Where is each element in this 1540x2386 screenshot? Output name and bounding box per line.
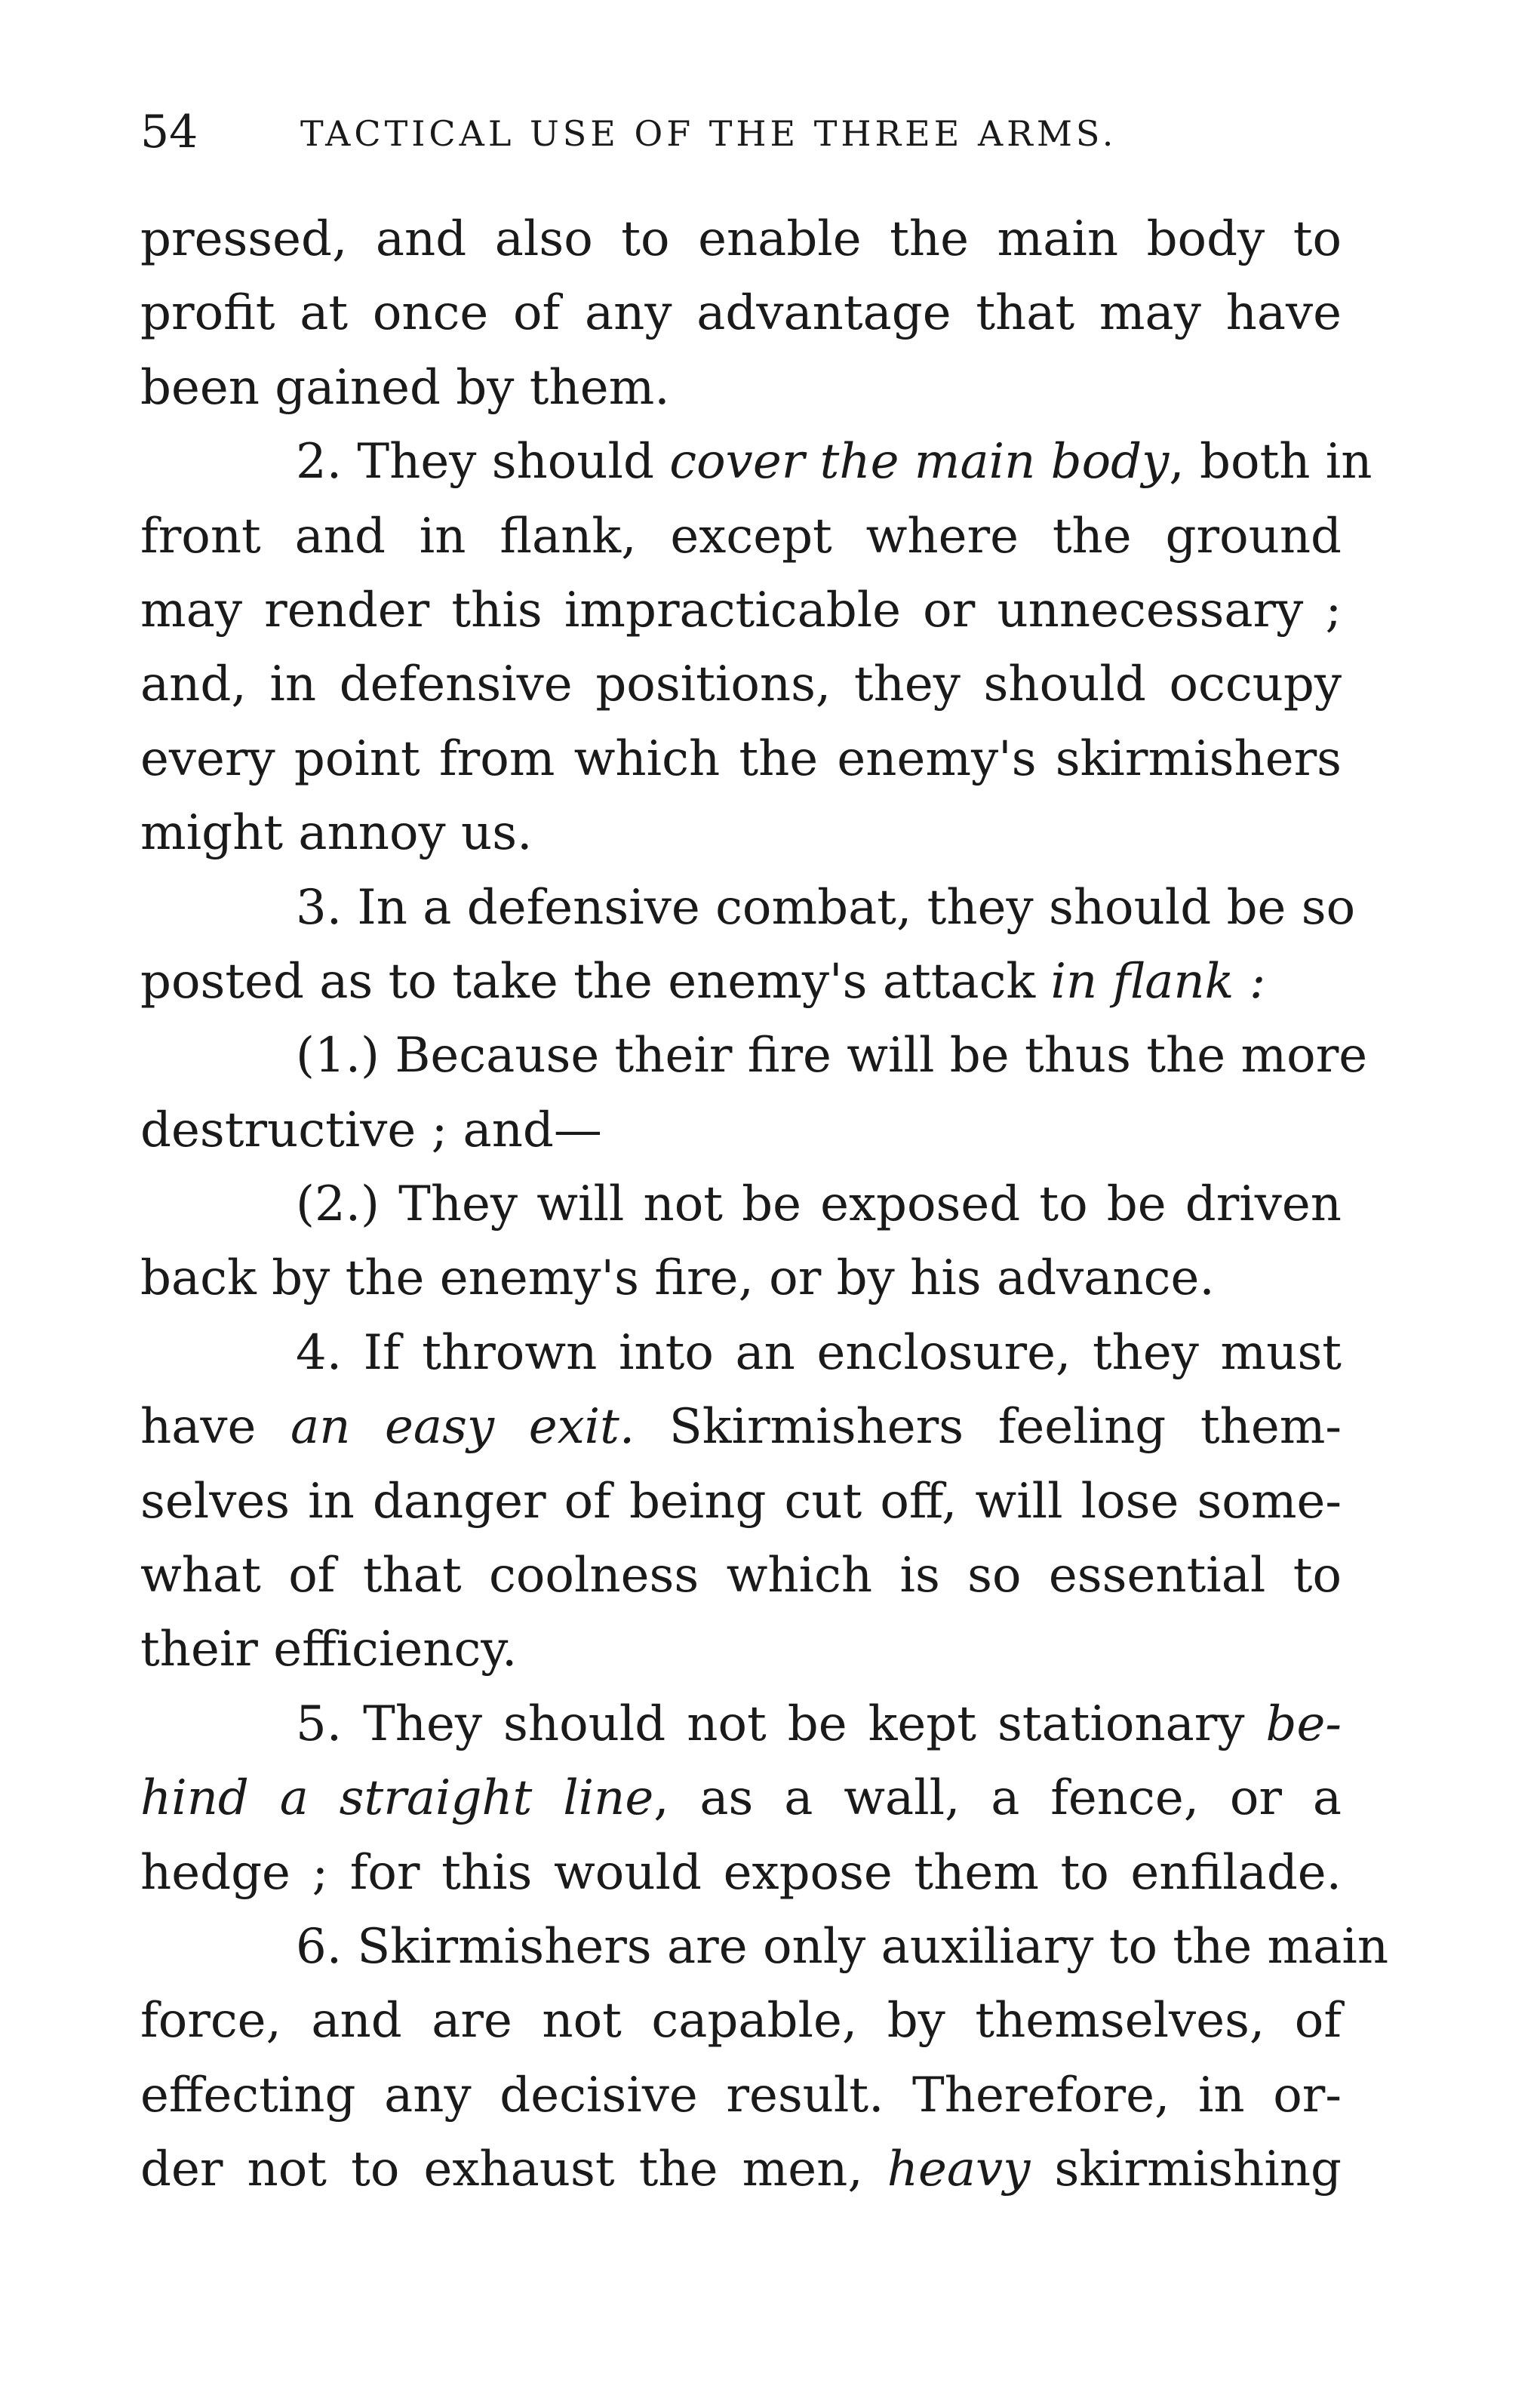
text-segment: 4. If thrown into an enclosure, they must xyxy=(296,1324,1342,1381)
text-line xyxy=(140,1093,1342,1167)
text-segment: every point from which the enemy's skirmishers xyxy=(140,730,1342,787)
text-segment: back by the enemy's fire, or by his advance. xyxy=(140,1250,1215,1307)
italic-text: an easy exit. xyxy=(290,1399,635,1456)
text-segment: been gained by them. xyxy=(140,359,670,416)
text-line xyxy=(140,1910,1389,1984)
text-segment: 5. They should not be kept stationary xyxy=(296,1696,1266,1752)
text-line xyxy=(140,276,1342,350)
text-line xyxy=(140,202,1342,276)
text-segment: what of that coolness which is so essential to xyxy=(140,1548,1342,1604)
italic-text: be- xyxy=(1265,1696,1342,1752)
text-line xyxy=(140,945,1342,1019)
text-segment: front and in flank, except where the ground xyxy=(140,508,1342,564)
text-line xyxy=(140,1984,1342,2058)
text-segment: 6. Skirmishers are only auxiliary to the main xyxy=(296,1918,1389,1975)
page-header xyxy=(140,106,1212,166)
text-segment: (2.) They will not be exposed to be driven xyxy=(296,1176,1342,1233)
text-line xyxy=(140,1836,1342,1910)
text-segment: pressed, and also to enable the main body to xyxy=(140,211,1342,267)
text-line xyxy=(140,2059,1342,2132)
text-line xyxy=(140,2132,1342,2206)
text-segment: hedge ; for this would expose them to enfilade. xyxy=(140,1844,1342,1901)
text-line xyxy=(140,573,1342,647)
text-segment: 3. In a defensive combat, they should be so xyxy=(296,879,1356,936)
text-line xyxy=(140,796,1342,870)
text-line xyxy=(140,1390,1342,1464)
text-line xyxy=(140,647,1342,721)
text-segment: may render this impracticable or unnecessary ; xyxy=(140,582,1342,638)
text-segment: Skirmishers feeling them- xyxy=(635,1399,1342,1456)
text-line xyxy=(140,1465,1342,1539)
text-segment: and, in defensive positions, they should occupy xyxy=(140,656,1342,713)
running-title: TACTICAL USE OF THE THREE ARMS. xyxy=(300,113,1117,154)
page-number: 54 xyxy=(140,106,198,158)
text-line xyxy=(140,425,1372,499)
text-segment: effecting any decisive result. Therefore, in or- xyxy=(140,2067,1342,2123)
text-segment: selves in danger of being cut off, will lose some- xyxy=(140,1473,1342,1530)
italic-text: in flank : xyxy=(1050,953,1266,1010)
italic-text: hind a straight line xyxy=(140,1770,654,1827)
text-segment: profit at once of any advantage that may have xyxy=(140,285,1342,342)
text-line xyxy=(140,1687,1342,1761)
text-line xyxy=(140,1761,1342,1835)
text-line xyxy=(140,1019,1368,1093)
text-segment: force, and are not capable, by themselves, of xyxy=(140,1993,1342,2049)
text-line xyxy=(140,1167,1342,1241)
text-segment: posted as to take the enemy's attack xyxy=(140,953,1051,1010)
text-line xyxy=(140,1316,1342,1390)
text-line xyxy=(140,871,1356,945)
text-segment: , as a wall, a fence, or a xyxy=(653,1770,1342,1827)
text-segment: (1.) Because their fire will be thus the more xyxy=(296,1028,1368,1084)
page-body-text xyxy=(140,202,1389,2207)
text-line xyxy=(140,1241,1342,1315)
text-line xyxy=(140,351,1342,425)
italic-text: heavy xyxy=(887,2142,1031,2198)
text-segment: , both in xyxy=(1169,434,1372,490)
text-segment: destructive ; and— xyxy=(140,1102,602,1158)
text-line xyxy=(140,500,1342,573)
italic-text: cover the main body xyxy=(669,434,1170,490)
text-segment: might annoy us. xyxy=(140,805,533,862)
text-segment: der not to exhaust the men, xyxy=(140,2142,887,2198)
text-segment: skirmishing xyxy=(1030,2142,1342,2198)
text-segment: 2. They should xyxy=(296,434,670,490)
text-line xyxy=(140,722,1342,796)
text-line xyxy=(140,1613,1342,1686)
text-segment: have xyxy=(140,1399,291,1456)
text-segment: their efficiency. xyxy=(140,1622,518,1678)
text-line xyxy=(140,1539,1342,1613)
